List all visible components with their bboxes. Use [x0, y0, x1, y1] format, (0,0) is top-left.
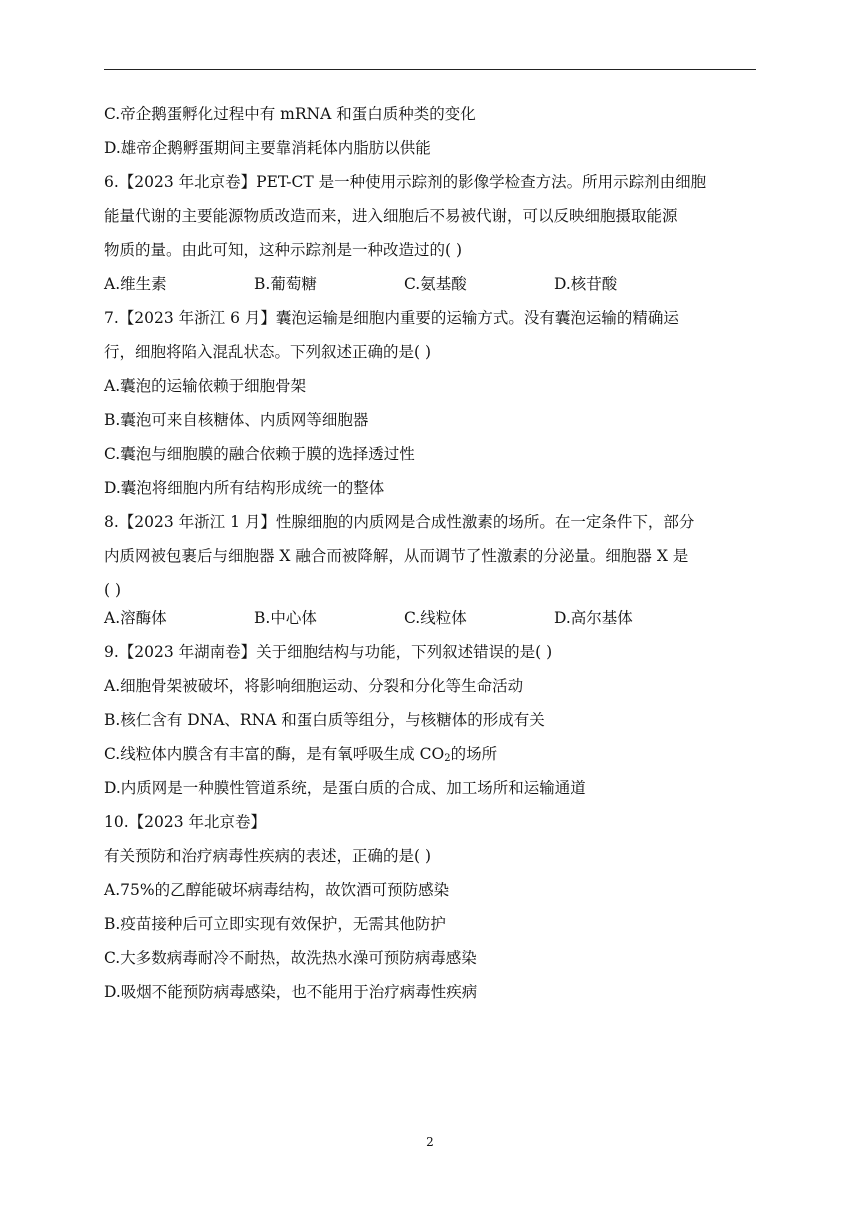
q10-option-c: C.大多数病毒耐冷不耐热，故洗热水澡可预防病毒感染 — [104, 949, 477, 967]
page-number: 2 — [426, 1135, 434, 1149]
q10-option-b: B.疫苗接种后可立即实现有效保护，无需其他防护 — [104, 915, 446, 933]
q9-option-a: A.细胞骨架被破坏，将影响细胞运动、分裂和分化等生命活动 — [104, 677, 524, 695]
q7-stem-line1: 7.【2023 年浙江 6 月】囊泡运输是细胞内重要的运输方式。没有囊泡运输的精确运 — [104, 309, 679, 327]
q7-option-a: A.囊泡的运输依赖于细胞骨架 — [104, 377, 307, 395]
q10-option-a: A.75%的乙醇能破坏病毒结构，故饮酒可预防感染 — [104, 881, 450, 899]
q8-options — [104, 608, 724, 628]
q7-stem-line2: 行，细胞将陷入混乱状态。下列叙述正确的是( ) — [104, 343, 432, 361]
q8-stem-line3: ( ) — [104, 581, 122, 599]
q5-option-d: D.雄帝企鹅孵蛋期间主要靠消耗体内脂肪以供能 — [104, 139, 431, 157]
q9-option-c — [104, 744, 497, 764]
q6-option-a: A.维生素 — [104, 275, 167, 293]
q6-stem-line3: 物质的量。由此可知，这种示踪剂是一种改造过的( ) — [104, 241, 463, 259]
q6-stem-line1: 6.【2023 年北京卷】PET-CT 是一种使用示踪剂的影像学检查方法。所用示踪剂由细胞 — [104, 173, 707, 191]
q9-option-d: D.内质网是一种膜性管道系统，是蛋白质的合成、加工场所和运输通道 — [104, 779, 586, 797]
q8-option-a: A.溶酶体 — [104, 609, 167, 627]
q6-option-b: B.葡萄糖 — [254, 275, 317, 293]
q6-option-c: C.氨基酸 — [404, 275, 467, 293]
q10-heading: 10.【2023 年北京卷】 — [104, 813, 267, 831]
q8-option-d: D.高尔基体 — [554, 609, 633, 627]
q6-stem-line2: 能量代谢的主要能源物质改造而来，进入细胞后不易被代谢，可以反映细胞摄取能源 — [104, 207, 678, 225]
q8-stem-line2: 内质网被包裹后与细胞器 X 融合而被降解，从而调节了性激素的分泌量。细胞器 X 是 — [104, 547, 689, 565]
q7-option-c: C.囊泡与细胞膜的融合依赖于膜的选择透过性 — [104, 445, 415, 463]
q8-option-b: B.中心体 — [254, 609, 317, 627]
q9-option-c-subscript: 2 — [444, 753, 451, 764]
q5-option-c: C.帝企鹅蛋孵化过程中有 mRNA 和蛋白质种类的变化 — [104, 105, 476, 123]
q6-option-d: D.核苷酸 — [554, 275, 618, 293]
q10-option-d: D.吸烟不能预防病毒感染，也不能用于治疗病毒性疾病 — [104, 983, 478, 1001]
header-rule — [104, 69, 756, 70]
q10-stem: 有关预防和治疗病毒性疾病的表述，正确的是( ) — [104, 847, 432, 865]
q6-options — [104, 274, 724, 294]
q9-stem: 9.【2023 年湖南卷】关于细胞结构与功能，下列叙述错误的是( ) — [104, 643, 553, 661]
q7-option-b: B.囊泡可来自核糖体、内质网等细胞器 — [104, 411, 369, 429]
q8-option-c: C.线粒体 — [404, 609, 467, 627]
q8-stem-line1: 8.【2023 年浙江 1 月】性腺细胞的内质网是合成性激素的场所。在一定条件下，部分 — [104, 513, 695, 531]
q9-option-b: B.核仁含有 DNA、RNA 和蛋白质等组分，与核糖体的形成有关 — [104, 711, 545, 729]
q7-option-d: D.囊泡将细胞内所有结构形成统一的整体 — [104, 479, 385, 497]
q9-option-c-text: C.线粒体内膜含有丰富的酶，是有氧呼吸生成 CO — [104, 745, 445, 763]
q9-option-c-tail: 的场所 — [450, 745, 498, 763]
